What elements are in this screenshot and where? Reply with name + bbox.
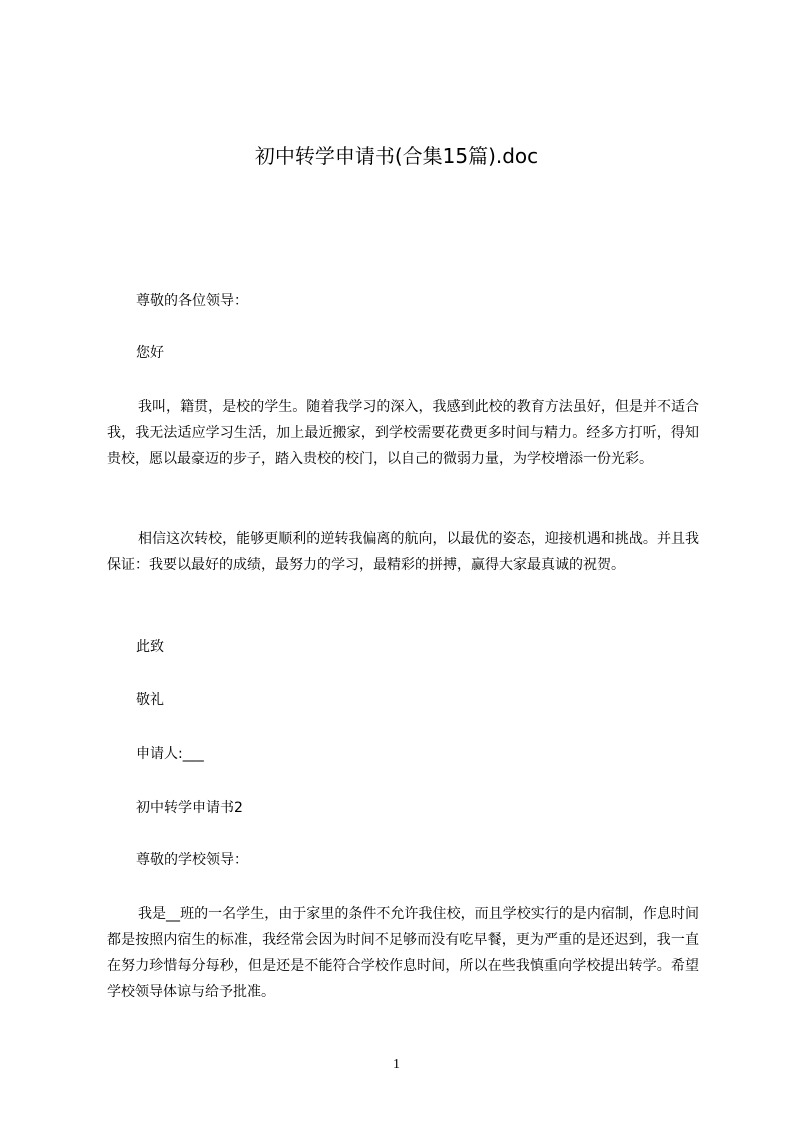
greeting-hello: 您好 <box>136 345 164 361</box>
page-number: 1 <box>393 1057 400 1072</box>
section-heading: 初中转学申请书2 <box>136 800 243 816</box>
body-paragraph-1: 我叫，籍贯，是校的学生。随着我学习的深入，我感到此校的教育方法虽好，但是并不适合我，我无法适应学习生活，加上最近搬家，到学校需要花费更多时间与精力。经多方打听，得知贵校，愿以最豪迈的步子，踏入贵校的校门，以自己的微弱力量，为学校增添一份光彩。 <box>107 399 699 467</box>
greeting-school-leaders: 尊敬的学校领导： <box>136 852 248 868</box>
closing-cizhi: 此致 <box>136 639 164 655</box>
document-title: 初中转学申请书(合集15篇).doc <box>254 144 539 168</box>
body-paragraph-3: 我是__班的一名学生，由于家里的条件不允许我住校，而且学校实行的是内宿制，作息时间都是按照内宿生的标准，我经常会因为时间不足够而没有吃早餐，更为严重的是还迟到，我一直在努力珍惜每分每秒，但是还是不能符合学校作息时间，所以在些我慎重向学校提出转学。希望学校领导体谅与给予批准。 <box>107 906 699 1000</box>
body-paragraph-2: 相信这次转校，能够更顺利的逆转我偏离的航向，以最优的姿态，迎接机遇和挑战。并且我保证：我要以最好的成绩，最努力的学习，最精彩的拼搏，赢得大家最真诚的祝贺。 <box>107 531 699 573</box>
closing-jingli: 敬礼 <box>136 692 164 708</box>
applicant-signature-line: 申请人:___ <box>136 746 204 762</box>
greeting-leaders: 尊敬的各位领导： <box>136 293 248 309</box>
